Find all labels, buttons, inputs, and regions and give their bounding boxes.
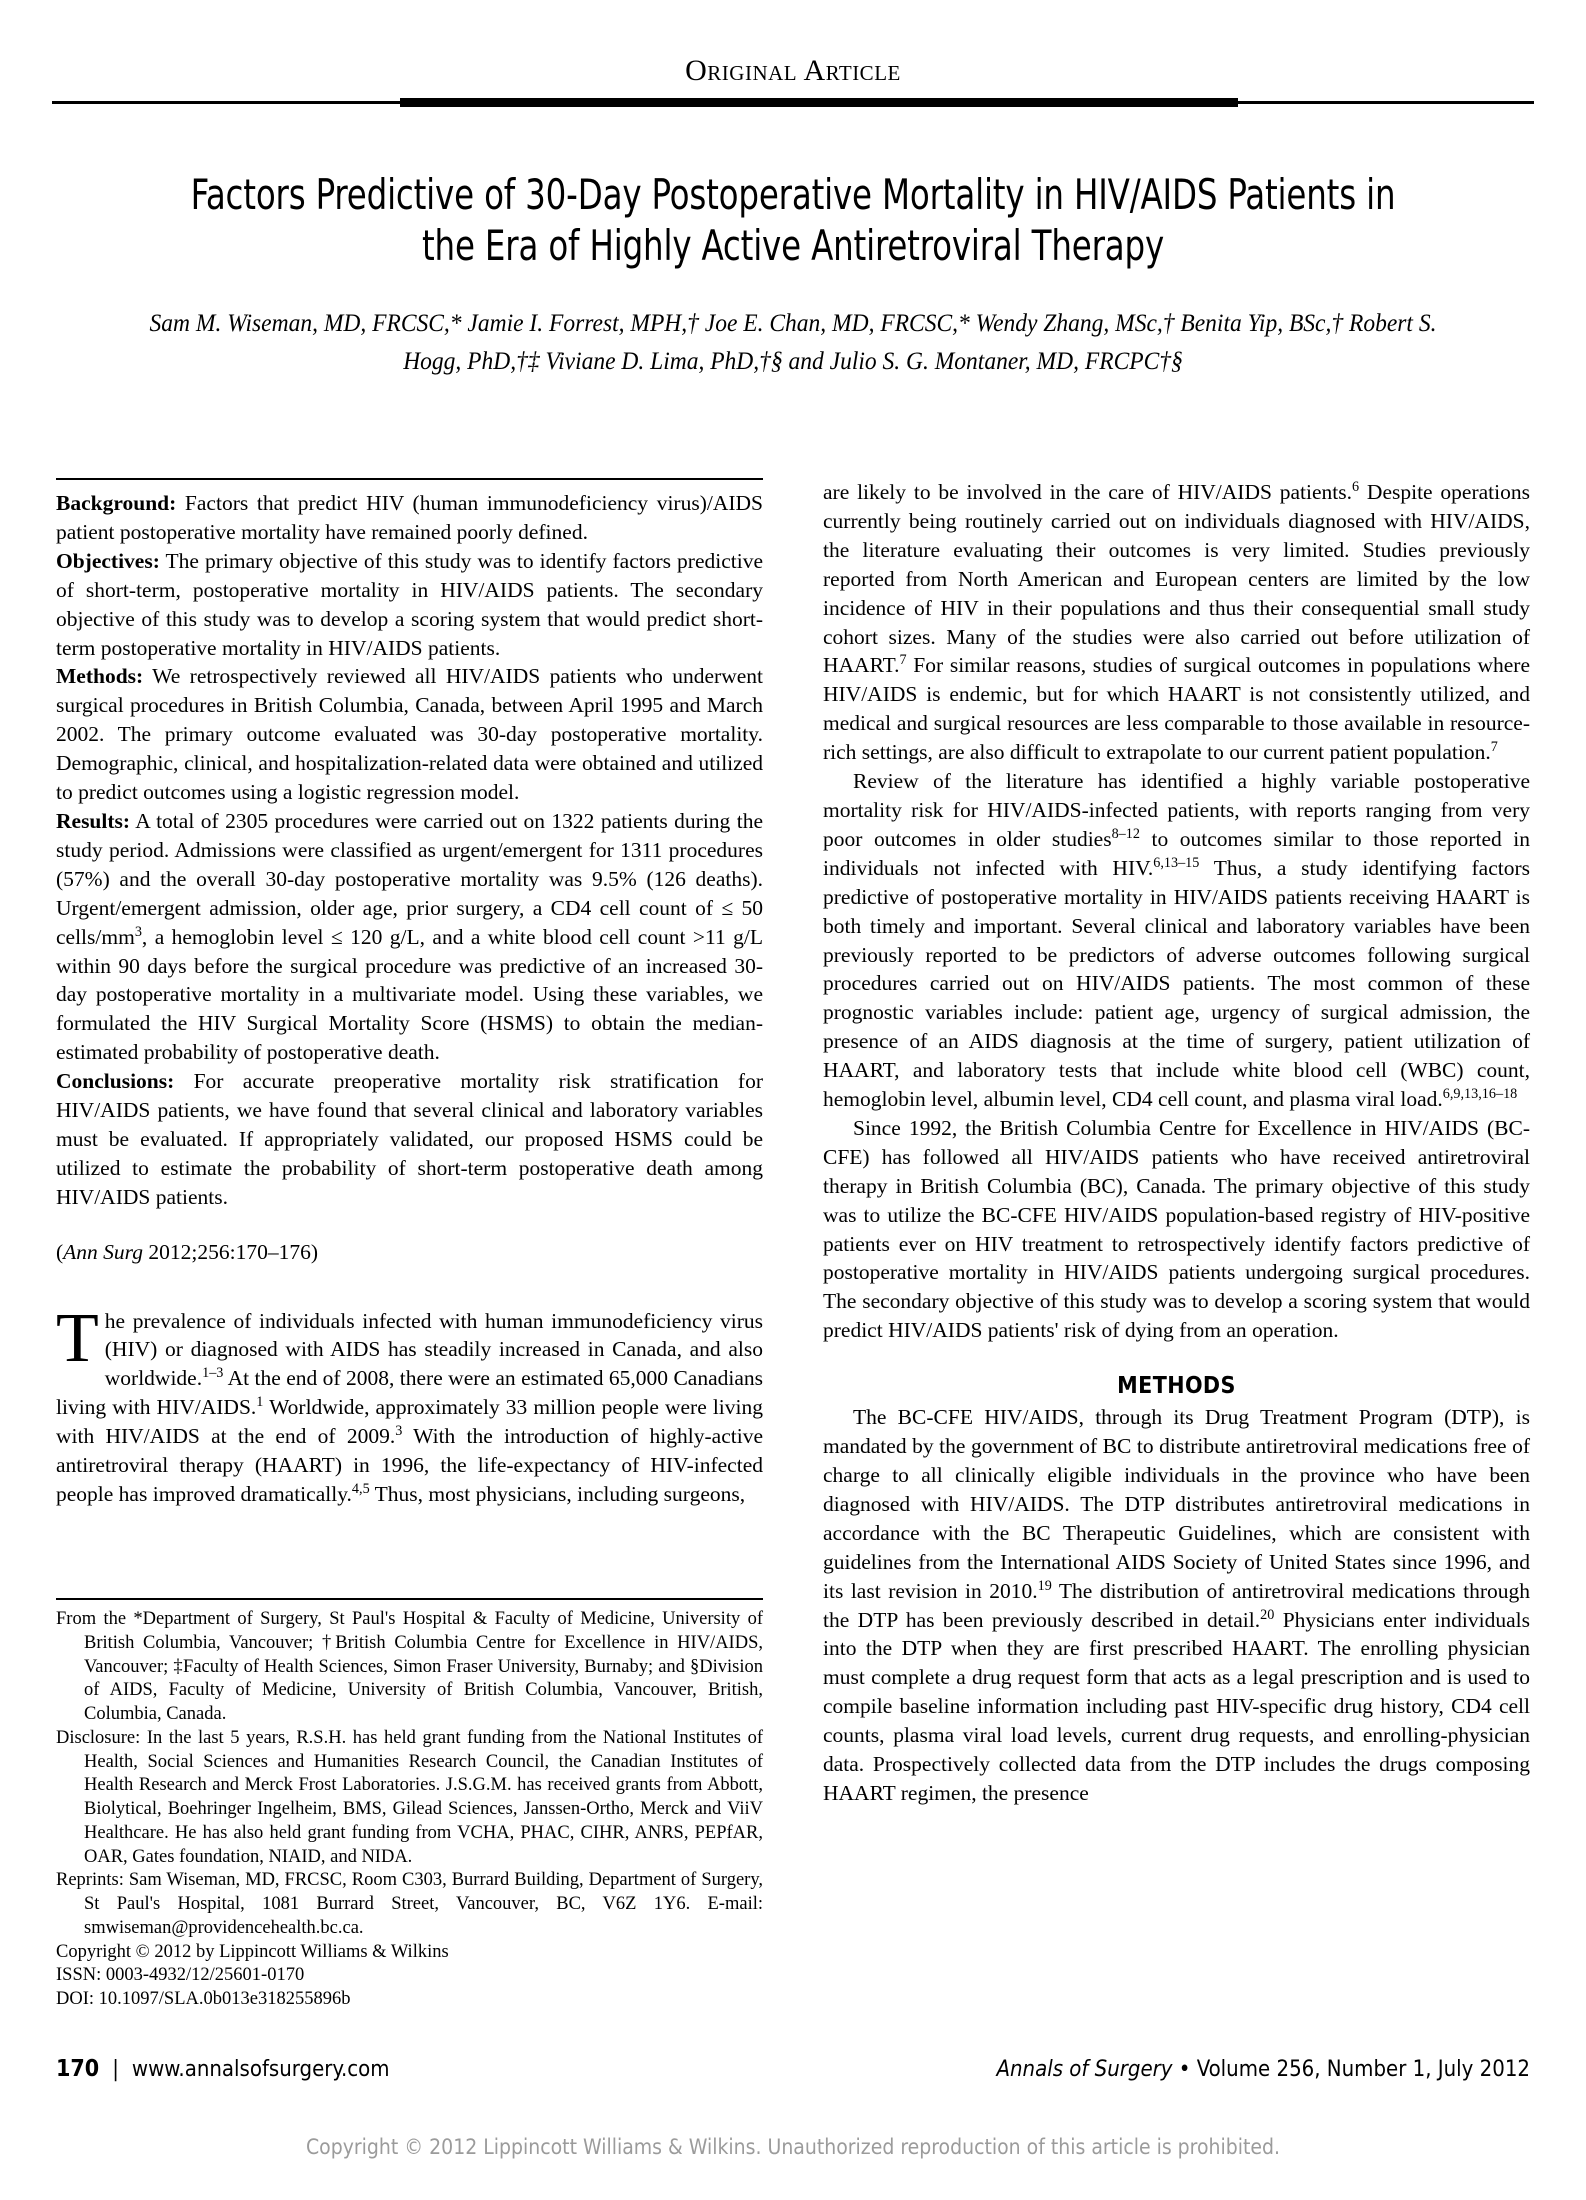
methods-paragraph-1 — [823, 1403, 1530, 1808]
journal-title: Annals of Surgery — [996, 2057, 1173, 2082]
right-p1-a: are likely to be involved in the care of HIV/AIDS patients. — [823, 480, 1352, 504]
intro-text-b: At the end of 2008, there were an estimated 65,000 Canadians living with HIV/AIDS. — [56, 1366, 763, 1420]
abstract-objectives-label: Objectives: — [56, 548, 160, 573]
abstract-background-text: Factors that predict HIV (human immunodeficiency virus)/AIDS patient postoperative mortality have remained poorly defined. — [56, 491, 763, 544]
introduction-paragraph — [56, 1299, 763, 1509]
abstract — [56, 489, 763, 1267]
right-p2-c: Thus, a study identifying factors predictive of postoperative mortality in HIV/AIDS patients receiving HAART is both timely and important. Several clinical and laboratory variables have been previously reported to be predictors of adverse outcomes following surgical procedures carried out on HIV/AIDS patients. The most common of these prognostic variables include: patient age, urgency of surgical admission, the presence of an AIDS diagnosis at the time of surgery, patient utilization of HAART, and laboratory tests that include white blood cell (WBC) count, hemoglobin level, albumin level, CD4 cell count, and plasma viral load. — [823, 855, 1530, 1112]
page-number: 170 — [56, 2056, 100, 2082]
right-p1-c: For similar reasons, studies of surgical outcomes in populations where HIV/AIDS is endemic, but for which HAART is not consistently utilized, and medical and surgical resources are less comparable to those available in resource-rich settings, are also difficult to extrapolate to our current patient population. — [823, 653, 1530, 765]
right-col-paragraph-1 — [823, 478, 1530, 767]
abstract-conclusions — [56, 1067, 763, 1212]
abstract-citation: (Ann Surg 2012;256:170–176) — [56, 1239, 318, 1264]
footnote-copyright: Copyright © 2012 by Lippincott Williams & Wilkins — [56, 1941, 449, 1962]
footnote-rule — [56, 1598, 763, 1600]
title-block — [60, 169, 1526, 380]
right-p2-a: Review of the literature has identified a highly variable postoperative mortality risk for HIV/AIDS-infected patients, with reports ranging from very poor outcomes in older studies — [823, 769, 1530, 851]
right-column — [823, 478, 1530, 1808]
footnote-affiliation: From the *Department of Surgery, St Paul's Hospital & Faculty of Medicine, University of British Columbia, Vancouver; †British Columbia Centre for Excellence in HIV/AIDS, Vancouver; ‡Faculty of Health Sciences, Simon Fraser University, Burnaby; and §Division of AIDS, Faculty of Medicine, University of British Columbia, Vancouver, British, Columbia, Canada. — [56, 1609, 763, 1725]
author-list: Sam M. Wiseman, MD, FRCSC,* Jamie I. Forrest, MPH,† Joe E. Chan, MD, FRCSC,* Wendy Zhang, MSc,† Benita Yip, BSc,† Robert S. Hogg, PhD,†‡ Viviane D. Lima, PhD,†§ and Julio S. G. Montaner, MD, FRCPC†§ — [149, 310, 1437, 375]
abstract-objectives-text: The primary objective of this study was to identify factors predictive of short-term, postoperative mortality in HIV/AIDS patients. The secondary objective of this study was to develop a scoring system that would predict short-term postoperative mortality in HIV/AIDS patients. — [56, 548, 763, 660]
running-head-text: Original Article — [685, 54, 901, 87]
footnote-issn: ISSN: 0003-4932/12/25601-0170 — [56, 1965, 305, 1986]
abstract-conclusions-text: For accurate preoperative mortality risk stratification for HIV/AIDS patients, we have found that several clinical and laboratory variables must be evaluated. If appropriately validated, our proposed HSMS could be utilized to estimate the probability of short-term postoperative death among HIV/AIDS patients. — [56, 1069, 763, 1209]
citation-detail: 2012;256:170–176) — [143, 1239, 318, 1264]
abstract-objectives — [56, 547, 763, 663]
section-heading-methods: METHODS — [1117, 1373, 1236, 1400]
abstract-methods-text: We retrospectively reviewed all HIV/AIDS patients who underwent surgical procedures in British Columbia, Canada, between April 1995 and March 2002. The primary outcome evaluated was 30-day postoperative mortality. Demographic, clinical, and hospitalization-related data were obtained and utilized to predict outcomes using a logistic regression model. — [56, 664, 763, 805]
right-p1-ref-7a: 7 — [899, 652, 907, 669]
abstract-results-label: Results: — [56, 808, 131, 833]
abstract-methods-label: Methods: — [56, 664, 144, 689]
intro-text-c: Worldwide, approximately 33 million people were living with HIV/AIDS at the end of 2009. — [56, 1395, 763, 1449]
right-col-paragraph-2 — [823, 767, 1530, 1114]
footer-left — [56, 2056, 390, 2082]
right-p2-ref-8-12: 8–12 — [1111, 825, 1140, 842]
footnote-reprints: Reprints: Sam Wiseman, MD, FRCSC, Room C303, Burrard Building, Department of Surgery, St Paul's Hospital, 1081 Burrard Street, Vancouver, BC, V6Z 1Y6. E-mail: smwiseman@providencehealth.bc.ca. — [56, 1870, 763, 1938]
copyright-notice: Copyright © 2012 Lippincott Williams & Wilkins. Unauthorized reproduction of this article is prohibited. — [305, 2135, 1281, 2159]
citation-journal-name: Ann Surg — [63, 1239, 143, 1264]
header-rule — [52, 98, 1534, 107]
abstract-top-rule — [56, 478, 763, 480]
right-p1-ref-7b: 7 — [1490, 739, 1498, 755]
right-p1-ref-6: 6 — [1352, 478, 1360, 495]
intro-ref-2: 1 — [256, 1394, 264, 1411]
page-footer — [56, 2056, 1530, 2096]
abstract-results-superscript: 3 — [134, 923, 142, 940]
right-col-paragraph-3: Since 1992, the British Columbia Centre for Excellence in HIV/AIDS (BC-CFE) has followed all HIV/AIDS patients who have received antiretroviral therapy in British Columbia (BC), Canada. The primary objective of this study was to utilize the BC-CFE HIV/AIDS population-based registry of HIV-positive patients ever on HIV treatment to retrospectively identify factors predictive of postoperative mortality in HIV/AIDS patients undergoing surgical procedures. The secondary objective of this study was to develop a scoring system that would predict HIV/AIDS patients' risk of dying from an operation. — [823, 1115, 1530, 1343]
intro-text — [56, 1299, 763, 1509]
page-title: Factors Predictive of 30-Day Postoperative Mortality in HIV/AIDS Patients in the Era of Highly Active Antiretroviral Therapy — [190, 170, 1396, 271]
abstract-results — [56, 807, 763, 1067]
intro-ref-3: 3 — [395, 1423, 403, 1440]
footer-right — [996, 2057, 1530, 2082]
abstract-conclusions-label: Conclusions: — [56, 1069, 175, 1094]
methods-p1-c: Physicians enter individuals into the DTP when they are first prescribed HAART. The enrolling physician must complete a drug request form that acts as a legal prescription and is used to compile baseline information including past HIV-specific drug history, CD4 cell counts, plasma viral load levels, current drug requests, and enrolling-physician data. Prospectively collected data from the DTP includes the drugs composing HAART regimen, the presence — [823, 1607, 1530, 1805]
methods-p1-b: The distribution of antiretroviral medications through the DTP has been previously described in detail. — [823, 1578, 1530, 1632]
right-p1-b: Despite operations currently being routinely carried out on individuals diagnosed with HIV/AIDS, the literature evaluating their outcomes is very limited. Studies previously reported from North American and European centers are limited by the low incidence of HIV in their populations and thus their consequential small study cohort sizes. Many of the studies were also carried out before utilization of HAART. — [823, 480, 1530, 678]
abstract-methods — [56, 662, 763, 807]
abstract-results-text-2: , a hemoglobin level ≤ 120 g/L, and a white blood cell count >11 g/L within 90 days before the surgical procedure was predictive of an increased 30-day postoperative mortality in a multivariate model. Using these variables, we formulated the HIV Surgical Mortality Score (HSMS) to obtain the median-estimated probability of postoperative death. — [56, 924, 763, 1065]
intro-ref-1: 1–3 — [202, 1365, 224, 1382]
journal-issue-info: • Volume 256, Number 1, July 2012 — [1172, 2057, 1530, 2082]
footnote-disclosure: Disclosure: In the last 5 years, R.S.H. has held grant funding from the National Institutes of Health, Social Sciences and Humanities Research Council, the Canadian Institutes of Health Research and Merck Frost Laboratories. J.S.G.M. has received grants from Abbott, Biolytical, Boehringer Ingelheim, BMS, Gilead Sciences, Janssen-Ortho, Merck and ViiV Healthcare. He has also held grant funding from VCHA, PHAC, CIHR, ANRS, PEPfAR, OAR, Gates foundation, NIAID, and NIDA. — [56, 1727, 763, 1867]
right-p2-ref-6-13-15: 6,13–15 — [1153, 854, 1200, 871]
intro-ref-4: 4,5 — [351, 1480, 370, 1497]
methods-ref-19: 19 — [1037, 1577, 1052, 1594]
footnote-block — [56, 1598, 763, 2012]
intro-text-d: With the introduction of highly-active antiretroviral therapy (HAART) in 1996, the life-expectancy of HIV-infected people has improved dramatically. — [56, 1424, 763, 1506]
abstract-background — [56, 489, 763, 547]
left-column — [56, 478, 763, 1509]
methods-p1-a: The BC-CFE HIV/AIDS, through its Drug Treatment Program (DTP), is mandated by the government of BC to distribute antiretroviral medications free of charge to all clinically eligible individuals in the province who have been diagnosed with HIV/AIDS. The DTP distributes antiretroviral medications in accordance with the BC Therapeutic Guidelines, which are consistent with guidelines from the International AIDS Society of United States since 1996, and its last revision in 2010. — [823, 1405, 1530, 1603]
drop-cap: T — [56, 1299, 99, 1377]
intro-text-a: he prevalence of individuals infected with human immunodeficiency virus (HIV) or diagnosed with AIDS has steadily increased in Canada, and also worldwide. — [104, 1308, 763, 1391]
methods-ref-20: 20 — [1260, 1606, 1275, 1623]
right-p2-ref-6-9-13-16-18: 6,9,13,16–18 — [1442, 1085, 1518, 1102]
footer-separator: | — [112, 2057, 119, 2082]
journal-website-link[interactable]: www.annalsofsurgery.com — [131, 2057, 390, 2082]
header-rule-thick — [400, 98, 1237, 107]
footnote-doi: DOI: 10.1097/SLA.0b013e318255896b — [56, 1989, 351, 2010]
abstract-results-text-1: A total of 2305 procedures were carried out on 1322 patients during the study period. Admissions were classified as urgent/emergent for 1311 procedures (57%) and the overall 30-day postoperative mortality was 9.5% (126 deaths). Urgent/emergent admission, older age, prior surgery, a CD4 cell count of ≤ 50 cells/mm — [56, 808, 763, 949]
intro-text-e: Thus, most physicians, including surgeons, — [369, 1482, 746, 1506]
right-p2-b: to outcomes similar to those reported in individuals not infected with HIV. — [823, 826, 1530, 880]
running-head — [0, 0, 1586, 86]
abstract-background-label: Background: — [56, 491, 177, 515]
